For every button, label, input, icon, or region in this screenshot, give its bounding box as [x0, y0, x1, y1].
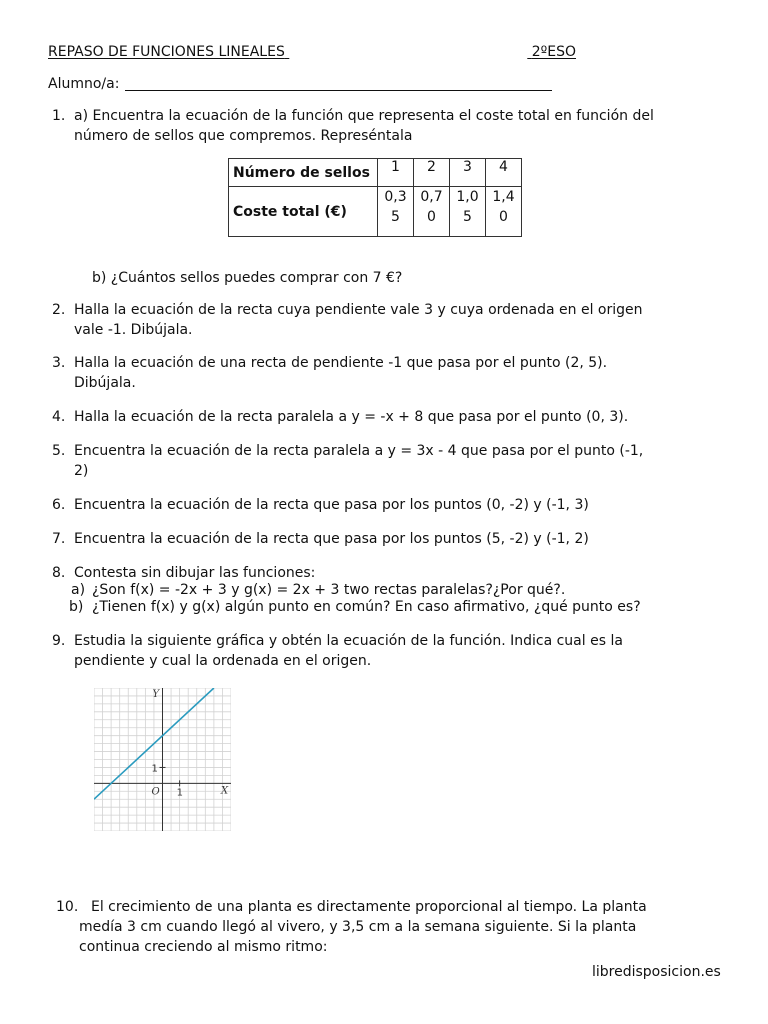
- q8-line1: Contesta sin dibujar las funciones:: [74, 565, 316, 581]
- q8-number: 8.: [52, 565, 66, 581]
- q5-line1: Encuentra la ecuación de la recta paralela a y = 3x - 4 que pasa por el punto (-1,: [74, 443, 644, 459]
- page-title: REPASO DE FUNCIONES LINEALES: [48, 44, 285, 60]
- q5-line2: 2): [74, 463, 89, 479]
- q8-b-number: b): [69, 599, 84, 615]
- q9-number: 9.: [52, 633, 66, 649]
- table-cell: 0,7 0: [414, 187, 450, 237]
- q10-number: 10.: [56, 899, 79, 915]
- q1-number: 1.: [52, 108, 66, 124]
- q2-number: 2.: [52, 302, 66, 318]
- linear-function-graph: [94, 688, 231, 831]
- table-cell: 1,4 0: [486, 187, 522, 237]
- page-header: [48, 44, 660, 60]
- q10-line3: continua creciendo al mismo ritmo:: [79, 939, 328, 955]
- q2-line2: vale -1. Dibújala.: [74, 322, 193, 338]
- table-cell: 1,0 5: [450, 187, 486, 237]
- q3-line2: Dibújala.: [74, 375, 136, 391]
- q6-number: 6.: [52, 497, 66, 513]
- table-row-label: Coste total (€): [229, 187, 378, 237]
- table-cell: 1: [378, 159, 414, 187]
- q9-line2: pendiente y cual la ordenada en el origen.: [74, 653, 372, 669]
- q1-line2: número de sellos que compremos. Represéntala: [74, 128, 413, 144]
- q5-number: 5.: [52, 443, 66, 459]
- q1-part-b: b) ¿Cuántos sellos puedes comprar con 7 €?: [92, 270, 403, 286]
- table-cell: 3: [450, 159, 486, 187]
- course-level: 2ºESO: [531, 44, 577, 60]
- q6-line1: Encuentra la ecuación de la recta que pasa por los puntos (0, -2) y (-1, 3): [74, 497, 589, 513]
- table-cell: 4: [486, 159, 522, 187]
- student-name-line: [125, 90, 552, 91]
- q3-line1: Halla la ecuación de una recta de pendiente -1 que pasa por el punto (2, 5).: [74, 355, 608, 371]
- q7-line1: Encuentra la ecuación de la recta que pasa por los puntos (5, -2) y (-1, 2): [74, 531, 589, 547]
- table-cell: 2: [414, 159, 450, 187]
- x-axis-label: X: [221, 785, 229, 797]
- q4-line1: Halla la ecuación de la recta paralela a y = -x + 8 que pasa por el punto (0, 3).: [74, 409, 629, 425]
- stamps-table: [228, 158, 522, 237]
- y-tick-label: 1: [151, 763, 158, 775]
- q10-line1: El crecimiento de una planta es directamente proporcional al tiempo. La planta: [91, 899, 647, 915]
- q9-line1: Estudia la siguiente gráfica y obtén la ecuación de la función. Indica cual es la: [74, 633, 623, 649]
- x-tick-label: 1: [176, 787, 183, 799]
- q8-part-b: ¿Tienen f(x) y g(x) algún punto en común? En caso afirmativo, ¿qué punto es?: [92, 599, 641, 615]
- q1-line1: a) Encuentra la ecuación de la función que representa el coste total en función del: [74, 108, 654, 124]
- q8-a-number: a): [71, 582, 86, 598]
- table-cell: 0,3 5: [378, 187, 414, 237]
- q10-line2: medía 3 cm cuando llegó al vivero, y 3,5 cm a la semana siguiente. Si la planta: [79, 919, 637, 935]
- q8-part-a: ¿Son f(x) = -2x + 3 y g(x) = 2x + 3 two rectas paralelas?¿Por qué?.: [92, 582, 566, 598]
- footer-site: libredisposicion.es: [592, 964, 721, 980]
- q4-number: 4.: [52, 409, 66, 425]
- table-row-label: Número de sellos: [229, 159, 378, 187]
- q7-number: 7.: [52, 531, 66, 547]
- q3-number: 3.: [52, 355, 66, 371]
- student-label: Alumno/a:: [48, 76, 120, 92]
- origin-label: O: [151, 786, 160, 798]
- q2-line1: Halla la ecuación de la recta cuya pendiente vale 3 y cuya ordenada en el origen: [74, 302, 643, 318]
- y-axis-label: Y: [152, 689, 160, 700]
